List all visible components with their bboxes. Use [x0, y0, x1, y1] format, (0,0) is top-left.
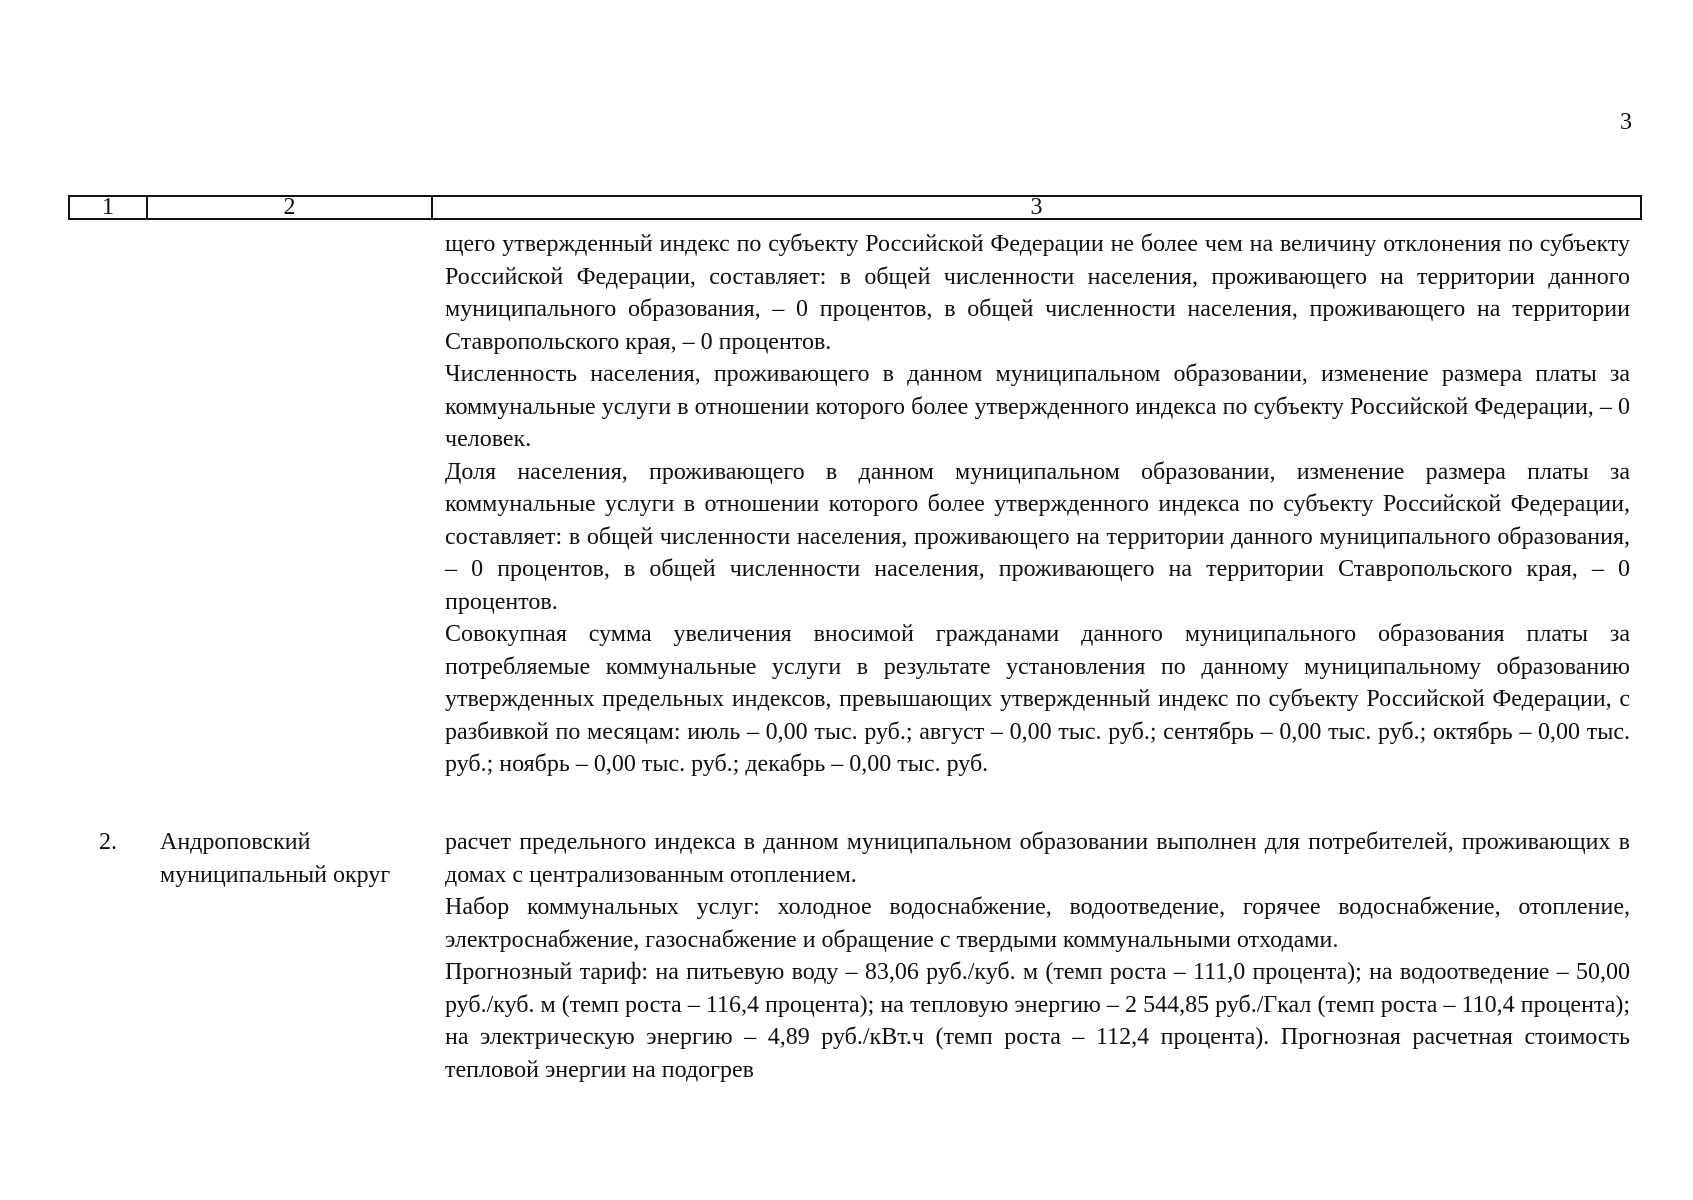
- row2-content: [445, 826, 1630, 1086]
- page-number: 3: [1620, 109, 1632, 135]
- row1-paragraph-3: Доля населения, проживающего в данном муниципальном образовании, изменение размера платы за коммунальные услуги в отношении которого более утвержденного индекса по субъекту Российской Федерации, составляет: в общей численности населения, проживающего на территории данного муниципального образования, – 0 процентов, в общей численности населения, проживающего на территории Ставропольского края, – 0 процентов.: [445, 458, 1630, 615]
- row2-number: 2.: [99, 829, 117, 855]
- header-cell-3: 3: [1030, 194, 1043, 220]
- row2-paragraph-2: Набор коммунальных услуг: холодное водоснабжение, водоотведение, горячее водоснабжение, отопление, электроснабжение, газоснабжение и обращение с твердыми коммунальными отходами.: [445, 894, 1630, 953]
- row1-paragraph-4: Совокупная сумма увеличения вносимой гражданами данного муниципального образования платы за потребляемые коммунальные услуги в результате установления по данному муниципальному образованию утвержденных предельных индексов, превышающих утвержденный индекс по субъекту Российской Федерации, с разбивкой по месяцам: июль – 0,00 тыс. руб.; август – 0,00 тыс. руб.; сентябрь – 0,00 тыс. руб.; октябрь – 0,00 тыс. руб.; ноябрь – 0,00 тыс. руб.; декабрь – 0,00 тыс. руб.: [445, 621, 1630, 777]
- row2-paragraph-3: Прогнозный тариф: на питьевую воду – 83,06 руб./куб. м (темп роста – 111,0 процента); на водоотведение – 50,00 руб./куб. м (темп роста – 116,4 процента); на тепловую энергию – 2 544,85 руб./Гкал (темп роста – 110,4 процента); на электрическую энергию – 4,89 руб./кВт.ч (темп роста – 112,4 процента). Прогнозная расчетная стоимость тепловой энергии на подогрев: [445, 959, 1630, 1083]
- row2-municipality-name: Андроповский муниципальный округ: [160, 829, 391, 888]
- header-cell-2: 2: [148, 197, 433, 218]
- row2-paragraph-1: расчет предельного индекса в данном муниципальном образовании выполнен для потребителей, проживающих в домах с централизованным отоплением.: [445, 829, 1630, 888]
- row1-content: [445, 228, 1630, 781]
- row1-paragraph-2: Численность населения, проживающего в данном муниципальном образовании, изменение размера платы за коммунальные услуги в отношении которого более утвержденного индекса по субъекту Российской Федерации, – 0 человек.: [445, 361, 1630, 452]
- table-header-row: [68, 195, 1642, 220]
- header-cell-1: 1: [70, 197, 148, 218]
- row1-paragraph-1: щего утвержденный индекс по субъекту Российской Федерации не более чем на величину отклонения по субъекту Российской Федерации, составляет: в общей численности населения, проживающего на территории данного муниципального образования, – 0 процентов, в общей численности населения, проживающего на территории Ставропольского края, – 0 процентов.: [445, 231, 1630, 355]
